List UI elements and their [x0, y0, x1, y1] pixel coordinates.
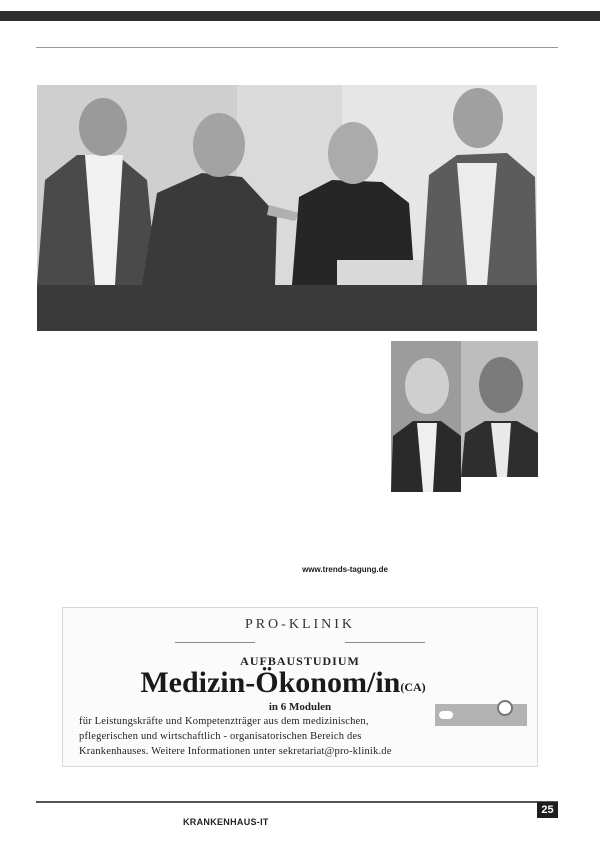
- portrait-photo-right: [461, 341, 538, 477]
- logo-circle-icon: [497, 700, 513, 716]
- portrait-photo-left: [391, 341, 461, 492]
- academy-logo: [429, 684, 531, 762]
- ad-title-text: Medizin-Ökonom/in: [140, 666, 401, 699]
- ad-modules: in 6 Modulen: [268, 701, 332, 713]
- page-number: 25: [537, 802, 558, 818]
- group-photo: [37, 85, 537, 285]
- article-url: www.trends-tagung.de: [302, 565, 388, 574]
- ad-rule-left: [175, 642, 255, 643]
- header-bar: [0, 11, 600, 21]
- footer-brand: KRANKENHAUS-IT: [183, 817, 269, 827]
- ad-body-line: Krankenhauses. Weitere Informationen unter sekretariat@pro-klinik.de: [79, 746, 392, 757]
- ad-body-line: für Leistungskräfte und Kompetenzträger aus dem medizinischen,: [79, 716, 369, 727]
- ad-rule-right: [345, 642, 425, 643]
- header-rule: [36, 47, 558, 48]
- pro-klinik-ad: [62, 607, 538, 767]
- footer-rule: [36, 801, 558, 803]
- logo-pill: [439, 711, 453, 719]
- ad-title: [133, 666, 433, 700]
- ad-body-line: pflegerischen und wirtschaftlich - organisatorischen Bereich des: [79, 731, 362, 742]
- ad-body: [79, 714, 424, 759]
- ad-title-suffix: (CA): [400, 680, 426, 694]
- ad-brand: PRO-KLINIK: [244, 617, 356, 632]
- photo-caption-band: [37, 285, 537, 331]
- ad-program: AUFBAUSTUDIUM: [240, 654, 360, 668]
